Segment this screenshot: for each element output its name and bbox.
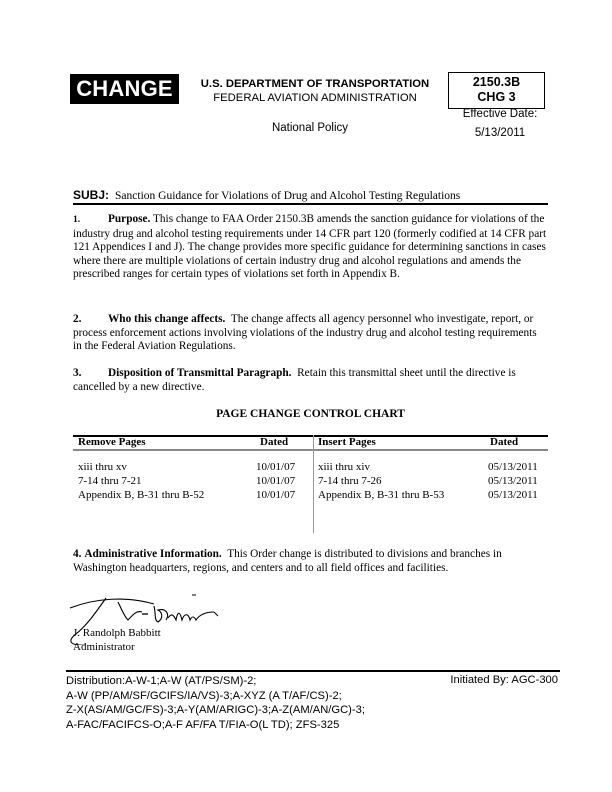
table-row: [73, 489, 548, 503]
insert-dated-cell: 05/13/2011: [488, 489, 538, 501]
effective-date: 5/13/2011: [474, 127, 526, 139]
paragraph-number: 2.: [73, 313, 82, 325]
paragraph-disposition: [73, 367, 548, 394]
distribution-list: [66, 674, 446, 732]
paragraph-text: This change to FAA Order 2150.3B amends the sanction guidance for violations of the industry drug and alcohol testing requirements under 14 CFR part 120 (formerly codified at 14 CFR part 121 Appendices I and J). The change provides more specific guidance for determining sanctions in cases where there are multiple violations of certain industry drug and alcohol regulations and amends the prescribed ranges for certain types of violations set forth in Appendix B.: [73, 213, 547, 281]
subject-label: SUBJ:: [73, 188, 110, 202]
paragraph-who-affected: [73, 313, 548, 354]
subject-text: Sanction Guidance for Violations of Drug and Alcohol Testing Regulations: [115, 190, 461, 202]
table-header-rule: [73, 449, 548, 451]
remove-dated-cell: 10/01/07: [256, 475, 296, 487]
distribution-line: Z-X(AS/AM/GC/FS)-3;A-Y(AM/ARIGC)-3;A-Z(AM/AN/GC)-3;: [66, 704, 365, 716]
signatory-block: [73, 626, 161, 654]
table-row: [73, 475, 548, 489]
paragraph-text: The change affects all agency personnel who investigate, report, or process enforcement actions involving violations of the industry drug and alcohol testing requirements in the Federal Aviation Regulations.: [73, 313, 537, 353]
insert-dated-cell: 05/13/2011: [488, 461, 538, 473]
subject-rule: [73, 203, 548, 205]
insert-pages-cell: Appendix B, B-31 thru B-53: [318, 489, 445, 501]
initiated-by: Initiated By: AGC-300: [450, 674, 558, 686]
paragraph-text: Retain this transmittal sheet until the directive is cancelled by a new directive.: [73, 367, 516, 393]
footer-rule: [66, 670, 560, 672]
insert-dated-cell: 05/13/2011: [488, 475, 538, 487]
change-badge: CHANGE: [70, 74, 179, 104]
column-header-remove-pages: Remove Pages: [78, 436, 146, 448]
insert-pages-cell: xiii thru xiv: [318, 461, 370, 473]
paragraph-heading: Purpose.: [108, 213, 151, 225]
change-chart-body: [73, 461, 548, 503]
distribution-line: A-FAC/FACIFCS-O;A-F AF/FA T/FIA-O(L TD); ZFS-325: [66, 718, 340, 731]
column-header-insert-dated: Dated: [490, 436, 519, 448]
change-number: CHG 3: [477, 90, 516, 104]
agency-header: [190, 77, 440, 105]
effective-date-label: Effective Date:: [462, 108, 538, 120]
remove-dated-cell: 10/01/07: [256, 489, 296, 501]
administration-name: FEDERAL AVIATION ADMINISTRATION: [213, 92, 417, 104]
order-number-box: [448, 72, 545, 109]
paragraph-administrative-info: [73, 548, 548, 575]
order-number: 2150.3B: [472, 75, 521, 89]
signatory-title: Administrator: [73, 641, 135, 653]
paragraph-number: 1.: [73, 215, 81, 225]
paragraph-heading: Administrative Information.: [84, 548, 222, 560]
policy-type: National Policy: [271, 122, 349, 134]
paragraph-number: 4.: [73, 548, 82, 560]
subject-line: [73, 188, 548, 203]
change-chart-title: PAGE CHANGE CONTROL CHART: [216, 408, 405, 420]
distribution-line: A-W (PP/AM/SF/GCIFS/IA/VS)-3;A-XYZ (A T/AF/CS)-2;: [66, 689, 342, 702]
paragraph-text: This Order change is distributed to divisions and branches in Washington headquarters, regions, and centers and to all field offices and facilities.: [73, 548, 502, 574]
remove-dated-cell: 10/01/07: [256, 461, 296, 473]
paragraph-heading: Disposition of Transmittal Paragraph.: [108, 367, 292, 379]
remove-pages-cell: 7-14 thru 7-21: [78, 475, 142, 487]
remove-pages-cell: xiii thru xv: [78, 461, 127, 473]
paragraph-heading: Who this change affects.: [108, 313, 226, 325]
column-header-remove-dated: Dated: [260, 436, 289, 448]
signatory-name: J. Randolph Babbitt: [73, 627, 161, 639]
paragraph-purpose: [73, 213, 548, 282]
department-name: U.S. DEPARTMENT OF TRANSPORTATION: [200, 78, 430, 90]
distribution-line: Distribution:A-W-1;A-W (AT/PS/SM)-2;: [66, 675, 257, 687]
column-header-insert-pages: Insert Pages: [318, 436, 376, 448]
insert-pages-cell: 7-14 thru 7-26: [318, 475, 382, 487]
table-row: [73, 461, 548, 475]
remove-pages-cell: Appendix B, B-31 thru B-52: [78, 489, 205, 501]
paragraph-number: 3.: [73, 367, 82, 379]
